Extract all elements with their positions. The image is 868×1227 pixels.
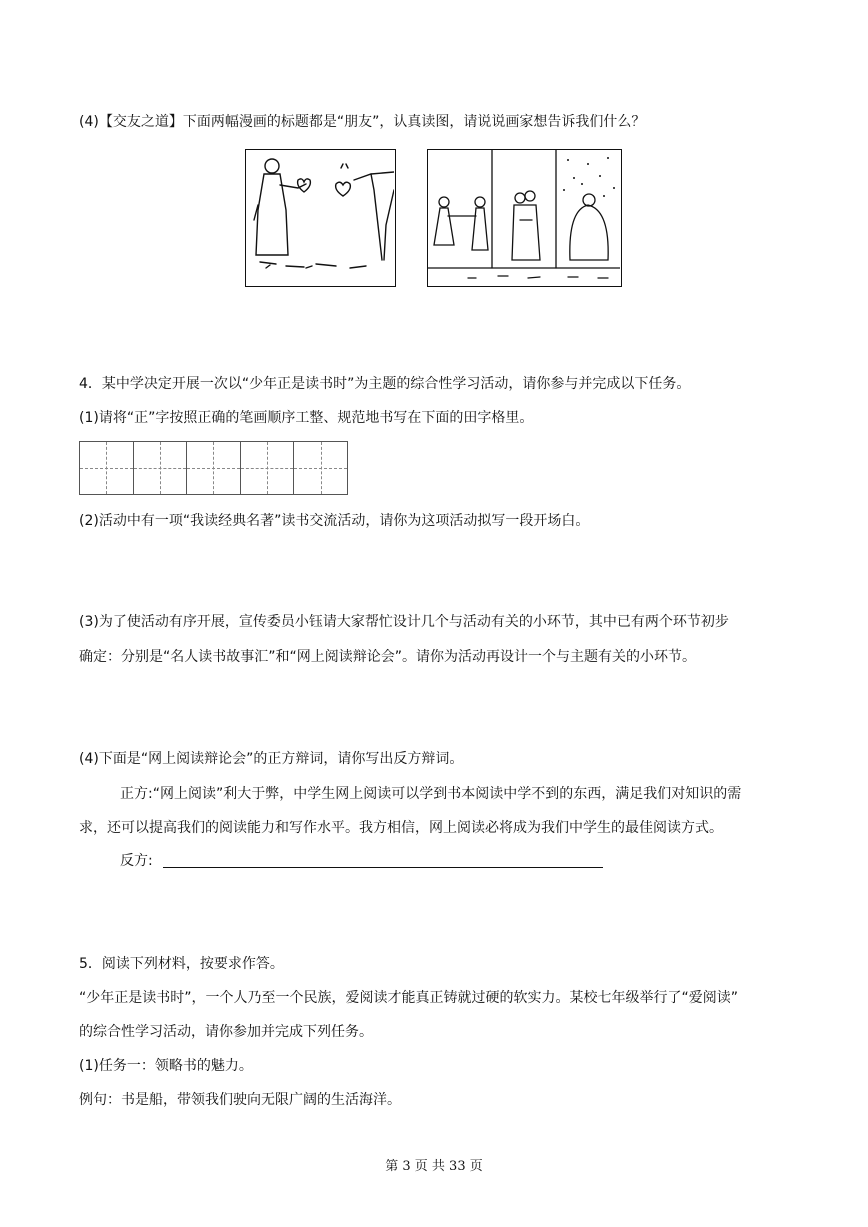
question-4-title: 4．某中学决定开展一次以“少年正是读书时”为主题的综合性学习活动，请你参与并完成以下任务。 bbox=[79, 376, 691, 392]
con-argument-answer-line[interactable] bbox=[163, 867, 603, 868]
cartoon-friend-2 bbox=[427, 149, 622, 287]
pro-argument-line2: 求，还可以提高我们的阅读能力和写作水平。我方相信，网上阅读必将成为我们中学生的最佳阅读方式。 bbox=[79, 820, 723, 836]
question-4-3-line1: (3)为了使活动有序开展，宣传委员小钰请大家帮忙设计几个与活动有关的小环节，其中已有两个环节初步 bbox=[79, 614, 729, 630]
question-4-4-cartoon: (4)【交友之道】下面两幅漫画的标题都是“朋友”，认真读图，请说说画家想告诉我们什么？ bbox=[79, 114, 646, 130]
question-4-1: (1)请将“正”字按照正确的笔画顺序工整、规范地书写在下面的田字格里。 bbox=[79, 410, 534, 426]
question-5-para-line2: 的综合性学习活动，请你参加并完成下列任务。 bbox=[79, 1024, 373, 1040]
question-5-para-line1: “少年正是读书时”，一个人乃至一个民族，爱阅读才能真正铸就过硬的软实力。某校七年级举行了“爱阅读” bbox=[79, 990, 739, 1006]
cartoon-friend-1-drawing bbox=[246, 150, 394, 285]
question-5-example: 例句：书是船，带领我们驶向无限广阔的生活海洋。 bbox=[79, 1092, 401, 1108]
question-4-4: (4)下面是“网上阅读辩论会”的正方辩词，请你写出反方辩词。 bbox=[79, 751, 464, 767]
page-footer: 第 3 页 共 33 页 bbox=[385, 1159, 483, 1174]
cartoon-friend-1 bbox=[245, 149, 396, 287]
question-5-1: (1)任务一：领略书的魅力。 bbox=[79, 1058, 253, 1074]
cartoon-friend-2-drawing bbox=[428, 150, 620, 285]
tianzige-cell[interactable] bbox=[80, 442, 134, 494]
tianzige-cell[interactable] bbox=[294, 442, 347, 494]
question-5-title: 5．阅读下列材料，按要求作答。 bbox=[79, 956, 284, 972]
pro-argument-line1: 正方:“网上阅读”利大于弊，中学生网上阅读可以学到书本阅读中学不到的东西，满足我们对知识的需 bbox=[120, 786, 742, 802]
question-4-2: (2)活动中有一项“我读经典名著”读书交流活动，请你为这项活动拟写一段开场白。 bbox=[79, 513, 590, 529]
tianzige-grid[interactable] bbox=[79, 441, 348, 495]
con-argument-label: 反方: bbox=[120, 853, 153, 869]
tianzige-cell[interactable] bbox=[134, 442, 188, 494]
question-4-3-line2: 确定：分别是“名人读书故事汇”和“网上阅读辩论会”。请你为活动再设计一个与主题有关的小环节。 bbox=[79, 649, 697, 665]
tianzige-cell[interactable] bbox=[187, 442, 241, 494]
tianzige-cell[interactable] bbox=[241, 442, 295, 494]
